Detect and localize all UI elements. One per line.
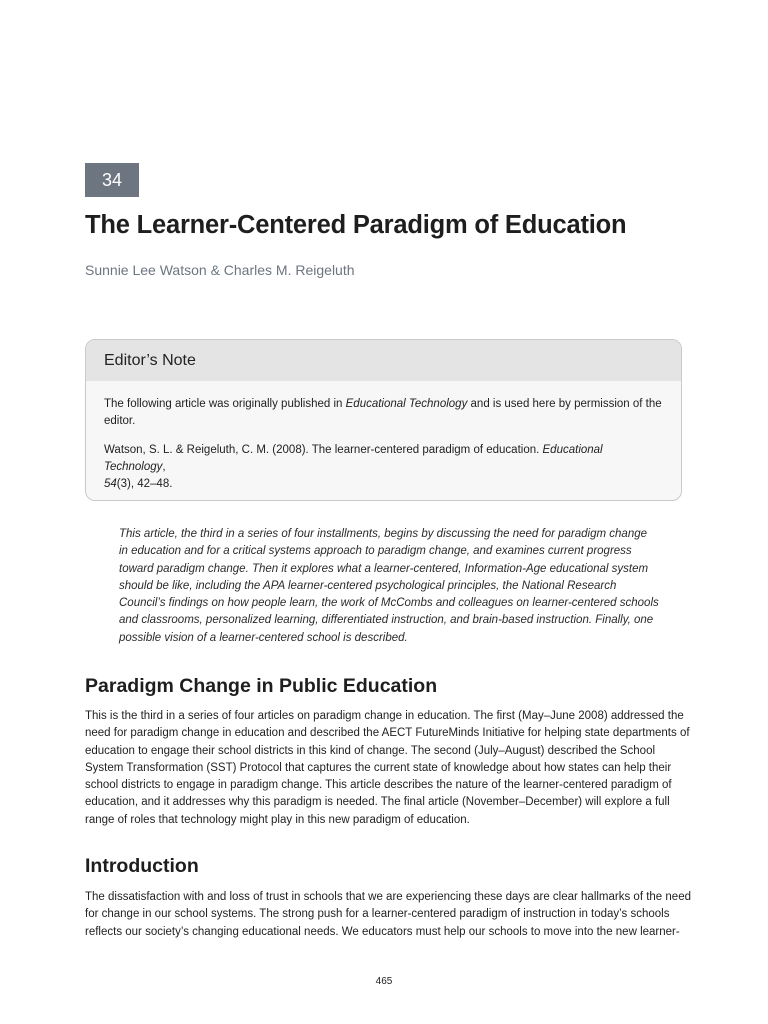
citation-volume: 54 — [104, 478, 117, 490]
section-heading-paradigm-change: Paradigm Change in Public Education — [85, 675, 438, 697]
abstract-line: and classrooms, personalized learning, differentiated instruction, and brain-based instruction. Finally, one — [119, 614, 654, 627]
citation-journal: Educational Technology — [104, 444, 603, 473]
citation-text: Watson, S. L. & Reigeluth, C. M. (2008). The learner-centered paradigm of education. — [104, 444, 543, 456]
citation-comma: , — [162, 461, 166, 473]
body-line: education to engage their school districts in this kind of change. The second (July–August) described the School — [85, 744, 656, 757]
page-number: 465 — [375, 976, 393, 987]
editors-note-text-after: and is used here by permission of the — [467, 398, 662, 410]
section-heading-introduction: Introduction — [85, 855, 199, 877]
body-line: The dissatisfaction with and loss of trust in schools that we are experiencing these days are clear hallmarks of the need — [85, 891, 691, 903]
abstract-line: in education and for a critical systems approach to paradigm change, and examines current progress — [119, 545, 632, 558]
abstract-line: This article, the third in a series of four installments, begins by discussing the need for paradigm change — [119, 528, 648, 540]
abstract-line: toward paradigm change. Then it explores what a learner-centered, Information-Age educational system — [119, 562, 649, 575]
body-line: school districts to engage in paradigm change. This article describes the nature of the learner-centered paradigm of — [85, 779, 672, 792]
chapter-number-badge: 34 — [85, 163, 139, 197]
editors-note-text: The following article was originally published in — [104, 398, 346, 410]
abstract-line: should be like, including the APA learner-centered psychological principles, the National Research — [119, 579, 617, 592]
section-body-paradigm-change — [85, 708, 690, 829]
abstract — [119, 526, 659, 647]
body-line: education, and it addresses why this paradigm is needed. The final article (November–December) will explore a full — [85, 796, 670, 809]
body-line: System Transformation (SST) Protocol that captures the current state of knowledge about how states can help their — [85, 761, 672, 774]
article-authors: Sunnie Lee Watson & Charles M. Reigeluth — [85, 262, 355, 278]
editors-note-paragraph — [104, 396, 663, 430]
citation — [104, 442, 663, 493]
article-title: The Learner-Centered Paradigm of Education — [85, 211, 627, 239]
body-line: range of roles that technology might play in this new paradigm of education. — [85, 813, 470, 826]
body-line: need for paradigm change in education and described the AECT FutureMinds Initiative for helping state departments of — [85, 727, 690, 740]
journal-name: Educational Technology — [345, 398, 468, 410]
editors-note-heading: Editor’s Note — [86, 340, 681, 381]
editors-note-text-line2: editor. — [104, 415, 136, 427]
section-body-introduction — [85, 889, 691, 941]
abstract-line: Council’s findings on how people learn, the work of McCombs and colleagues on learner-centered schools — [119, 597, 659, 610]
editors-note-box — [85, 339, 682, 501]
body-line: reflects our society’s changing educational needs. We educators must help our schools to move into the new learner- — [85, 925, 680, 938]
editors-note-body — [86, 381, 681, 493]
body-line: for change in our school systems. The strong push for a learner-centered paradigm of instruction in today’s schools — [85, 908, 670, 921]
citation-issue-pages: (3), 42–48. — [116, 478, 173, 490]
body-line: This is the third in a series of four articles on paradigm change in education. The first (May–June 2008) addressed the — [85, 710, 684, 722]
abstract-line: possible vision of a learner-centered school is described. — [119, 631, 408, 644]
